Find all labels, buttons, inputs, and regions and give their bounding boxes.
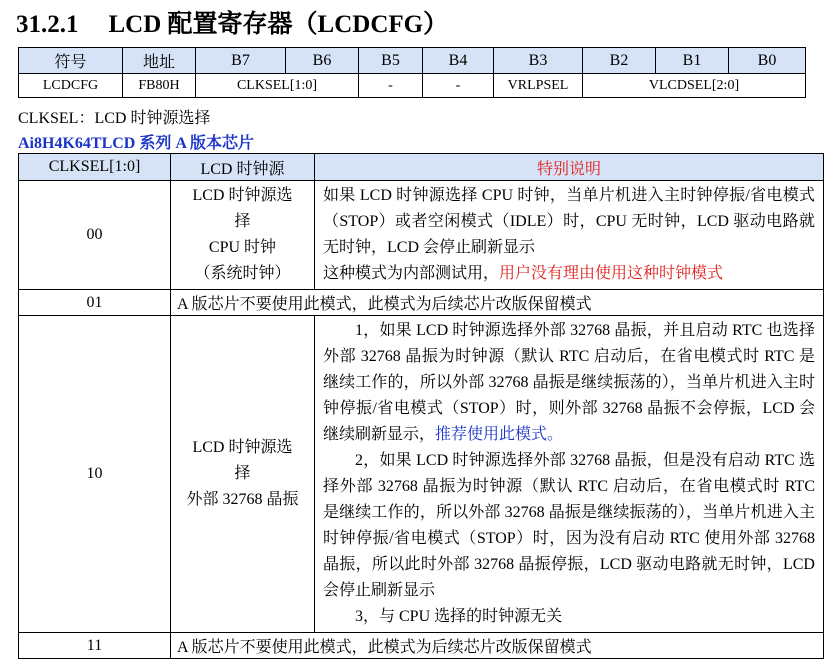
- register-table: [18, 47, 806, 98]
- section-heading: [16, 4, 448, 40]
- register-header-row: [19, 48, 806, 74]
- header-special-notes: 特别说明: [315, 154, 824, 181]
- header-b4: B4: [423, 48, 494, 74]
- table-row: [19, 181, 824, 290]
- header-address: 地址: [123, 48, 196, 74]
- chip-series-subtitle: Ai8H4K64TLCD 系列 A 版本芯片: [18, 135, 255, 152]
- register-address: FB80H: [123, 74, 196, 98]
- source-line: LCD 时钟源选: [192, 187, 293, 204]
- code-00: 00: [19, 181, 171, 290]
- source-line: （系统时钟）: [194, 265, 291, 282]
- clksel-caption: CLKSEL：LCD 时钟源选择: [18, 110, 211, 127]
- notes-paragraph-2: 2，如果 LCD 时钟源选择外部 32768 晶振，但是没有启动 RTC 选择外部 32768 晶振为时钟源（默认 RTC 启动后，在省电模式时 RTC 是继续工作的，所以外部 32768 晶振是继续振荡的），当单片机进入主时钟停振/省电模式（STOP）时，因为没有启动 RTC 使用外部 32768 晶振，所以此时外部 32768 晶振停振，LCD 驱动电路就无时钟，LCD 会停止刷新显示: [323, 452, 815, 599]
- source-line: 择: [234, 465, 251, 482]
- header-b5: B5: [359, 48, 423, 74]
- source-line: LCD 时钟源选: [192, 439, 293, 456]
- notes-11: A 版芯片不要使用此模式，此模式为后续芯片改版保留模式: [171, 633, 824, 659]
- source-line: CPU 时钟: [208, 239, 277, 256]
- source-line: 外部 32768 晶振: [186, 491, 299, 508]
- header-b3: B3: [494, 48, 583, 74]
- field-b5: -: [359, 74, 423, 98]
- header-clksel: CLKSEL[1:0]: [19, 154, 171, 181]
- header-symbol: 符号: [19, 48, 123, 74]
- header-b6: B6: [286, 48, 359, 74]
- warning-text: 用户没有理由使用这种时钟模式: [499, 265, 724, 282]
- code-01: 01: [19, 290, 171, 316]
- source-line: 择: [234, 213, 251, 230]
- header-b0: B0: [729, 48, 806, 74]
- field-vlcdsel: VLCDSEL[2:0]: [583, 74, 806, 98]
- clock-source-cpu: [171, 181, 315, 290]
- clksel-header-row: [19, 154, 824, 181]
- code-11: 11: [19, 633, 171, 659]
- notes-10: [315, 316, 824, 633]
- notes-text: 如果 LCD 时钟源选择 CPU 时钟，当单片机进入主时钟停振/省电模式（STOP）或者空闲模式（IDLE）时，CPU 无时钟，LCD 驱动电路就无时钟，LCD 会停止刷新显示: [323, 187, 815, 256]
- section-number: 31.2.1: [16, 11, 79, 38]
- code-10: 10: [19, 316, 171, 633]
- notes-text: 1，如果 LCD 时钟源选择外部 32768 晶振，并且启动 RTC 也选择外部 32768 晶振为时钟源（默认 RTC 启动后，在省电模式时 RTC 是继续工作的，所以外部 32768 晶振是继续振荡的），当单片机进入主时钟停振/省电模式（STOP）时，则外部 32768 晶振不会停振，LCD 会继续刷新显示，: [323, 322, 815, 443]
- table-row: [19, 633, 824, 659]
- clksel-table: [18, 153, 824, 659]
- recommend-text: 推荐使用此模式。: [435, 426, 564, 443]
- header-b7: B7: [196, 48, 286, 74]
- table-row: [19, 290, 824, 316]
- clock-source-32768: [171, 316, 315, 633]
- section-title: LCD 配置寄存器（LCDCFG）: [108, 11, 449, 38]
- header-b2: B2: [583, 48, 656, 74]
- register-value-row: [19, 74, 806, 98]
- notes-warning-line: [323, 261, 815, 287]
- field-vrlpsel: VRLPSEL: [494, 74, 583, 98]
- table-row: [19, 316, 824, 633]
- notes-paragraph-3: 3，与 CPU 选择的时钟源无关: [355, 608, 563, 625]
- notes-text: 这种模式为内部测试用，: [323, 265, 500, 282]
- register-symbol: LCDCFG: [19, 74, 123, 98]
- field-b4: -: [423, 74, 494, 98]
- field-clksel: CLKSEL[1:0]: [196, 74, 359, 98]
- notes-01: A 版芯片不要使用此模式，此模式为后续芯片改版保留模式: [171, 290, 824, 316]
- header-b1: B1: [656, 48, 729, 74]
- notes-00: [315, 181, 824, 290]
- notes-paragraph-1: [323, 318, 815, 448]
- header-clock-source: LCD 时钟源: [171, 154, 315, 181]
